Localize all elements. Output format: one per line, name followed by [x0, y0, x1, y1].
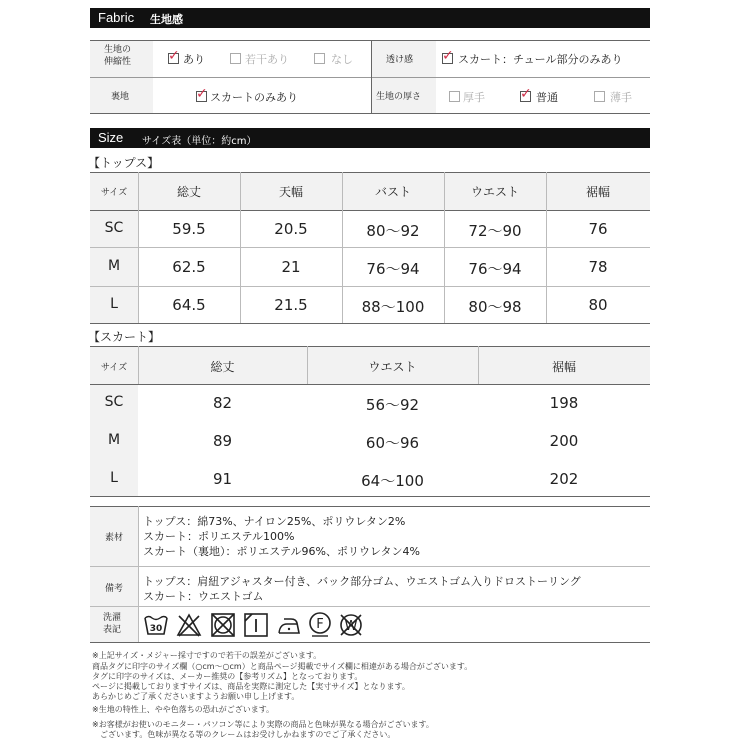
line-dry-shade-icon	[243, 612, 269, 638]
tops-col-shoulder: 天幅	[278, 185, 303, 199]
skirt-row-m-waist: 60～96	[365, 434, 420, 452]
thickness-thick-checkbox[interactable]	[449, 91, 460, 102]
note-1: ※上記サイズ・メジャー採寸ですので若干の誤差がございます。	[92, 651, 322, 660]
size-title-en: Size	[98, 130, 124, 145]
material-label: 素材	[105, 533, 124, 543]
rule	[90, 496, 650, 497]
tops-row-sc-size: SC	[104, 220, 124, 236]
rule	[90, 346, 650, 347]
stretch-none-checkbox[interactable]	[314, 53, 325, 64]
stretch-yes-checkbox[interactable]	[168, 53, 179, 64]
wash-temp-text: 30	[149, 624, 163, 634]
size-header-bar	[90, 128, 650, 148]
remarks-line-1: トップス：肩紐アジャスター付き、バック部分ゴム、ウエストゴム入りドロストーリング	[143, 575, 581, 588]
tops-col-waist: ウエスト	[470, 185, 519, 199]
skirt-row-l-waist: 64～100	[361, 472, 424, 490]
iron-low-icon	[276, 612, 302, 638]
rule	[90, 286, 650, 287]
thickness-thin-checkbox[interactable]	[594, 91, 605, 102]
thickness-label: 生地の厚さ	[376, 92, 422, 102]
rule	[90, 642, 650, 643]
sheer-option-label: スカート：チュール部分のみあり	[458, 53, 623, 66]
remarks-label: 備考	[105, 584, 124, 594]
rule	[90, 172, 650, 173]
tops-row-m-shoulder: 21	[281, 258, 301, 276]
sheer-checkbox[interactable]	[442, 53, 453, 64]
skirt-col-size: サイズ	[100, 363, 128, 373]
wash-30-icon	[143, 612, 169, 638]
skirt-row-l-length: 91	[212, 470, 233, 488]
remarks-line-2: スカート：ウエストゴム	[143, 590, 264, 603]
stretch-none-label: なし	[331, 53, 353, 66]
tops-heading: 【トップス】	[88, 156, 160, 170]
rule	[138, 506, 139, 642]
rule	[90, 210, 650, 211]
tops-row-m-bust: 76～94	[366, 260, 420, 278]
thickness-normal-label: 普通	[536, 91, 558, 104]
sheer-label: 透け感	[386, 55, 414, 65]
rule	[90, 606, 650, 607]
lining-option-label: スカートのみあり	[210, 91, 298, 104]
material-line-1: トップス：綿73%、ナイロン25%、ポリウレタン2%	[143, 515, 406, 528]
stretch-label: 生地の 伸縮性	[104, 45, 132, 67]
lining-label: 裏地	[111, 92, 130, 102]
rule	[90, 566, 650, 567]
note-2: 商品タグに印字のサイズ欄（○cm～○cm）と商品ページ掲載でサイズ欄に相違がある場合がございます。	[92, 662, 473, 671]
note-4: ページに掲載しておりますサイズは、商品を実際に測定した【実寸サイズ】となります。	[92, 682, 410, 691]
tops-row-sc-bust: 80～92	[366, 222, 420, 240]
stretch-slight-checkbox[interactable]	[230, 53, 241, 64]
note-8: ※お客様がお使いのモニター・パソコン等により実際の商品と色味が異なる場合がございます。	[92, 720, 434, 729]
tops-col-size: サイズ	[100, 188, 128, 198]
skirt-row-m-size: M	[107, 432, 121, 448]
dry-clean-letter: F	[316, 617, 324, 632]
material-line-3: スカート（裏地）：ポリエステル96%、ポリウレタン4%	[143, 545, 420, 558]
rule	[90, 247, 650, 248]
fabric-title-jp: 生地感	[150, 13, 183, 26]
washing-label: 洗濯 表記	[103, 613, 122, 635]
tops-row-m-waist: 76～94	[468, 260, 522, 278]
skirt-col-hem: 裾幅	[551, 360, 576, 374]
skirt-row-m-hem: 200	[549, 432, 579, 450]
tops-row-m-hem: 78	[588, 258, 608, 276]
tops-row-l-size: L	[110, 296, 118, 312]
tops-row-sc-hem: 76	[588, 220, 608, 238]
note-6: ※生地の特性上、やや色落ちの恐れがございます。	[92, 705, 275, 714]
stretch-slight-label: 若干あり	[245, 53, 289, 66]
rule	[90, 77, 650, 78]
skirt-heading: 【スカート】	[88, 330, 161, 344]
rule	[90, 113, 650, 114]
no-wet-clean-icon	[338, 612, 364, 638]
fabric-header-bar	[90, 8, 650, 28]
skirt-row-sc-hem: 198	[549, 394, 579, 412]
rule	[371, 40, 372, 113]
tops-col-bust: バスト	[374, 185, 411, 199]
dry-clean-f-icon	[307, 611, 333, 637]
note-3: タグに印字のサイズは、メーカー推奨の【参考リズム】となっております。	[92, 672, 363, 681]
rule	[90, 384, 650, 385]
tops-row-l-bust: 88～100	[361, 298, 425, 316]
tops-row-l-shoulder: 21.5	[274, 296, 308, 314]
tops-row-m-size: M	[107, 258, 121, 274]
skirt-row-sc-waist: 56～92	[365, 396, 420, 414]
rule	[90, 323, 650, 324]
fabric-title-en: Fabric	[98, 10, 135, 25]
tops-row-sc-shoulder: 20.5	[274, 220, 308, 238]
rule	[90, 40, 650, 41]
tops-row-sc-length: 59.5	[172, 220, 206, 238]
tops-row-l-waist: 80～98	[468, 298, 522, 316]
tops-row-sc-waist: 72～90	[468, 222, 522, 240]
tops-row-l-length: 64.5	[172, 296, 206, 314]
skirt-row-l-size: L	[110, 470, 118, 486]
tops-row-l-hem: 80	[588, 296, 608, 314]
thickness-normal-checkbox[interactable]	[520, 91, 531, 102]
tops-col-length: 総丈	[176, 185, 201, 199]
no-tumble-dry-icon	[210, 612, 236, 638]
stretch-yes-label: あり	[183, 53, 205, 66]
material-line-2: スカート：ポリエステル100%	[143, 530, 295, 543]
note-9: ございます。色味が異なる等のクレームはお受けしかねますのでご了承ください。	[100, 730, 396, 739]
tops-row-m-length: 62.5	[172, 258, 206, 276]
thickness-thin-label: 薄手	[610, 91, 632, 104]
skirt-row-sc-size: SC	[104, 394, 124, 410]
no-bleach-icon	[176, 612, 202, 638]
skirt-row-l-hem: 202	[549, 470, 579, 488]
wet-clean-letter: W	[344, 619, 358, 634]
skirt-row-sc-length: 82	[212, 394, 233, 412]
note-5: あらかじめご了承くださいますようお願い申し上げます。	[92, 692, 300, 701]
rule	[90, 506, 650, 507]
lining-checkbox[interactable]	[196, 91, 207, 102]
skirt-col-length: 総丈	[210, 360, 235, 374]
skirt-col-waist: ウエスト	[368, 360, 417, 374]
size-title-jp: サイズ表（単位：約cm）	[142, 136, 257, 147]
tops-col-hem: 裾幅	[585, 185, 610, 199]
skirt-row-m-length: 89	[212, 432, 233, 450]
thickness-thick-label: 厚手	[463, 91, 485, 104]
